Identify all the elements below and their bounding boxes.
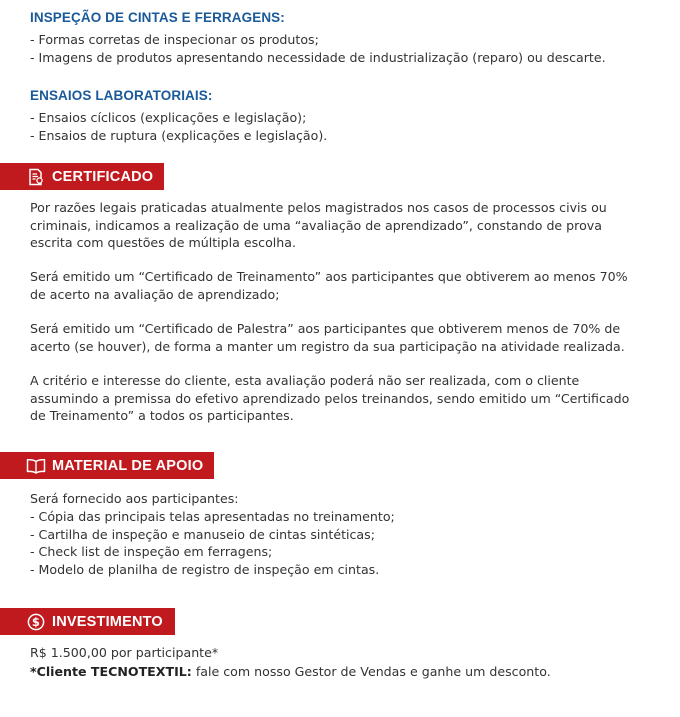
- certificate-document-icon: [26, 167, 46, 187]
- section-title-ensaios: ENSAIOS LABORATORIAIS:: [30, 88, 213, 103]
- certificado-banner: [0, 163, 164, 190]
- text-line: Será emitido um “Certificado de Palestra” aos participantes que obtiverem menos de 70% de: [30, 321, 621, 336]
- list-item: - Cópia das principais telas apresentadas no treinamento;: [30, 509, 395, 524]
- text-line: escrita com questões de múltipla escolha.: [30, 235, 296, 250]
- svg-text:$: $: [31, 614, 41, 629]
- text-line: de acerto na avaliação de aprendizado;: [30, 286, 280, 302]
- discount-note: [30, 663, 670, 681]
- paragraph: [30, 372, 670, 425]
- paragraph: [30, 199, 670, 252]
- list-item: - Ensaios cíclicos (explicações e legislação);: [30, 110, 307, 125]
- text-line: criminais, indicamos a realização de uma “avaliação de aprendizado”, constando de prova: [30, 217, 602, 233]
- investimento-banner: [0, 608, 175, 635]
- banner-title: CERTIFICADO: [52, 168, 154, 185]
- text-line: de Treinamento” a todos os participantes.: [30, 408, 294, 423]
- open-book-icon: [26, 456, 46, 476]
- banner-title: INVESTIMENTO: [52, 613, 163, 630]
- section-title-inspecao: INSPEÇÃO DE CINTAS E FERRAGENS:: [30, 10, 285, 25]
- text-line: A critério e interesse do cliente, esta avaliação poderá não ser realizada, com o cliente: [30, 373, 580, 388]
- paragraph: [30, 268, 670, 303]
- list-item: - Cartilha de inspeção e manuseio de cintas sintéticas;: [30, 526, 375, 542]
- list-item: - Modelo de planilha de registro de inspeção em cintas.: [30, 561, 380, 577]
- banner-title: MATERIAL DE APOIO: [52, 457, 204, 474]
- dollar-coin-icon: [26, 612, 46, 632]
- material-banner: [0, 452, 214, 479]
- paragraph: [30, 320, 670, 355]
- material-list: [30, 508, 395, 578]
- text-line: assumindo a premissa do efetivo aprendizado pelos treinandos, sendo emitido um “Certificado: [30, 390, 630, 406]
- material-intro: [30, 490, 670, 508]
- price-text: [30, 644, 670, 662]
- list-item: - Imagens de produtos apresentando necessidade de industrialização (reparo) ou descarte.: [30, 50, 606, 65]
- text-line: acerto (se houver), de forma a manter um registro da sua participação na atividade realizada.: [30, 338, 625, 354]
- list-item: - Check list de inspeção em ferragens;: [30, 544, 273, 559]
- inspecao-list: [30, 31, 606, 67]
- text-line: Será fornecido aos participantes:: [30, 491, 239, 506]
- text-line: Será emitido um “Certificado de Treinamento” aos participantes que obtiverem ao menos 70%: [30, 269, 628, 284]
- text-line: Por razões legais praticadas atualmente pelos magistrados nos casos de processos civis ou: [30, 200, 607, 215]
- note-rest: fale com nosso Gestor de Vendas e ganhe um desconto.: [191, 664, 551, 679]
- text-line: R$ 1.500,00 por participante*: [30, 645, 219, 660]
- note-bold: *Cliente TECNOTEXTIL:: [30, 664, 192, 679]
- list-item: - Ensaios de ruptura (explicações e legislação).: [30, 128, 328, 143]
- text-line: [30, 663, 670, 681]
- list-item: - Formas corretas de inspecionar os produtos;: [30, 32, 319, 47]
- ensaios-list: [30, 109, 327, 145]
